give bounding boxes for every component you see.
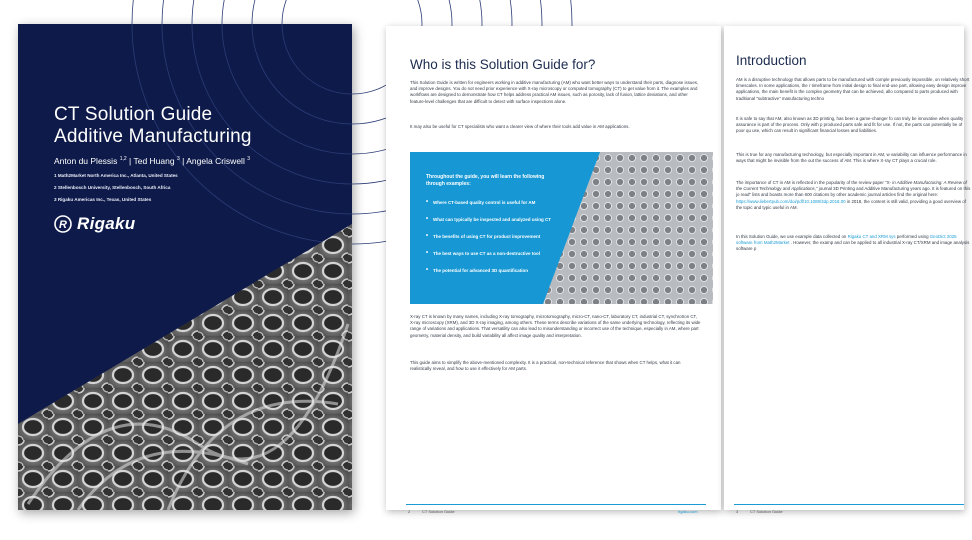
- intro-paragraph: It is safe to say that AM, also known as 3D printing, has been a game-changer fo can truly be innovative when quality assurance is part of the process. Only with p produced parts safe and fit for use. If not, the parts can potentially be of poor qu use, which can result in significant financial losses and liabilities.: [736, 116, 964, 134]
- callout-list-item: • The best ways to use CT as a non-destructive tool: [426, 251, 566, 268]
- page-heading: Introduction: [736, 53, 807, 68]
- geodict-software-link[interactable]: GeoDict 2025 software from Math2Market: [736, 234, 957, 246]
- footer-page-number: 3: [736, 509, 739, 514]
- guide-cover: [18, 24, 352, 510]
- intro-paragraph: It may also be useful for CT specialists who want a clearer view of where their tools add value in AM applications.: [410, 124, 630, 129]
- rigaku-logo-text: Rigaku: [77, 214, 136, 233]
- lattice-structure-image: [18, 24, 352, 510]
- svg-text:R: R: [59, 219, 67, 231]
- callout-list-item: • The benefits of using CT for product improvement: [426, 234, 566, 251]
- author-name: Angela Criswell: [186, 156, 245, 166]
- author-separator: |: [129, 156, 132, 166]
- cover-title-line-2: Additive Manufacturing: [54, 126, 252, 147]
- callout-list: [426, 200, 566, 285]
- author-separator: |: [182, 156, 185, 166]
- footer-page-number: 2: [408, 509, 411, 514]
- rigaku-systems-link[interactable]: Rigaku CT and XRM sys: [847, 234, 896, 239]
- footer-rule: [406, 504, 706, 505]
- intro-paragraph: [736, 180, 972, 211]
- paragraph-text: In this Solution Guide, we use example data collected on: [736, 234, 847, 239]
- paper-title: in Additive Manufacturing: A Review of the Current Technology and Applications,": [736, 180, 967, 192]
- footer-site-link[interactable]: rigaku.com: [678, 509, 698, 514]
- right-page: [724, 26, 971, 514]
- author-name: Ted Huang: [133, 156, 175, 166]
- author-affiliation-mark: 3: [247, 156, 250, 163]
- callout-intro: Throughout the guide, you will learn the following through examples:: [426, 174, 545, 187]
- callout-list-item: • The potential for advanced 3D quantification: [426, 268, 566, 285]
- callout-list-item: • What can typically be inspected and analyzed using CT: [426, 217, 566, 234]
- paragraph-text: performed using: [896, 234, 929, 239]
- body-paragraph: This guide aims to simplify the above-mentioned complexity. It is a practical, non-technical reference that shows when CT helps, what it can realistically reveal, and how to use it effectively for AM parts.: [410, 360, 681, 372]
- learning-callout: [410, 152, 713, 304]
- footer-guide-name: CT Solution Guide: [422, 509, 455, 514]
- intro-paragraph: AM is a disruptive technology that allows parts to be manufactured with comple previously impossible, on relatively short timescales. In some applications, the r timeframe from initial design to final end-use part, allowing easy design improve applications, the main benefit is the complex geometry that can be achieved, allo compared to parts produced with traditional "subtractive" manufacturing techno: [736, 77, 970, 101]
- author-affiliation-mark: 1,2: [119, 156, 127, 163]
- footer-rule: [734, 504, 964, 505]
- paragraph-text: in 2018, the content is still valid, providing a good overview of the topic and typic useful in AM.: [736, 198, 966, 210]
- paragraph-text: journal 3D Printing and Additive Manufacturing years ago. It is featured on this jo read" lists and boasts more than 600 citations by other academic journal articles find the original here:: [736, 186, 971, 198]
- left-page: [386, 26, 721, 514]
- intro-paragraph: [736, 234, 972, 253]
- paper-link[interactable]: https://www.liebertpub.com/doi/pdf/10.1089/3dp.2018.00: [736, 198, 846, 204]
- intro-paragraph: This is true for any manufacturing technology, but especially important in AM, w variability can influence performance in ways that might be invisible from the out the success of AM. This is where X-ray CT plays a crucial role.: [736, 152, 967, 164]
- author-affiliation-mark: 3: [176, 156, 180, 163]
- paragraph-text: The importance of CT in AM is reflected in the popularity of the review paper "X-: [736, 180, 891, 185]
- cover-affiliation: 2 Stellenbosch University, Stellenbosch, South Africa: [54, 185, 171, 190]
- cover-affiliation: 3 Rigaku Americas Inc., Texas, United States: [54, 197, 152, 202]
- cover-affiliation: 1 Math2Market North America Inc., Atlanta, United States: [54, 173, 178, 178]
- author-name: Anton du Plessis: [54, 156, 118, 166]
- footer-guide-name: CT Solution Guide: [750, 509, 783, 514]
- intro-paragraph: This Solution Guide is written for engineers working in additive manufacturing (AM) who want better ways to understand their parts, diagnose issues, and improve designs. You do not need prior experience with X-ray microscopy or computed tomography (CT) to get value from it. The examples and workflows are designed to demonstrate how CT helps address practical AM issues, such as porosity, lack of fusion, lattice deviations, and other feature-level challenges that are difficult to detect with surface inspections alone.: [410, 80, 699, 104]
- paragraph-text: . However, the examp and can be applied to all industrial X-ray CT/XRM and image analysis software p: [736, 240, 970, 252]
- cover-title-line-1: CT Solution Guide: [54, 104, 213, 125]
- callout-list-item: • Where CT-based quality control is useful for AM: [426, 200, 566, 217]
- body-paragraph: X-ray CT is known by many names, including X-ray tomography, microtomography, micro-CT, nano-CT, laboratory CT, industrial CT, synchrotron CT, X-ray microscopy (XRM), and 3D X-ray imaging, among others. These terms describe variations of the same underlying technology, reflecting its wide range of variations and applications. That versatility can also lead to misunderstanding or incorrect use of the technique, especially in AM, where part geometry, material density, and build variability all affect image quality and interpretation.: [410, 314, 701, 338]
- page-heading: Who is this Solution Guide for?: [410, 57, 596, 72]
